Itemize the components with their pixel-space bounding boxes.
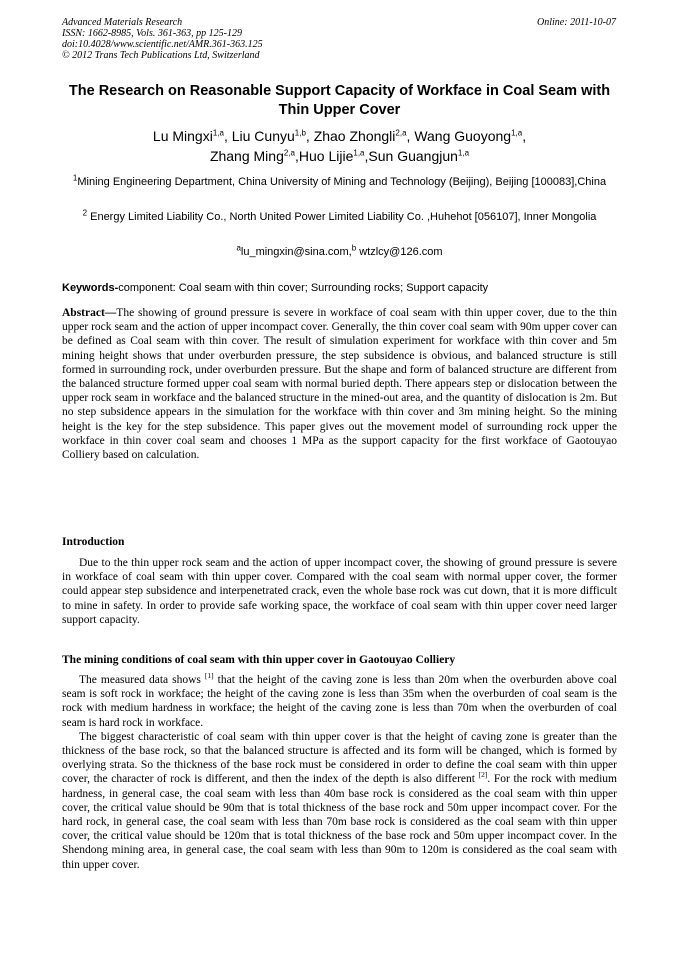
author-list: Lu Mingxi$^{1,a}$, Liu Cunyu$^{1,b}$, Zhao Zhongli$^{2,a}$, Wang Guoyong$^{1,a}$, Zhang Ming$^{2,a}$,Huo Lijie$^{1,a}$,Sun Guangjun$^{1,a}$ — [152, 128, 527, 164]
email-address[interactable]: wtzlcy@126.com — [359, 246, 443, 258]
online-date: Online: 2011-10-07 — [537, 17, 616, 28]
email-mark: b — [351, 243, 357, 253]
section-heading-introduction: Introduction — [62, 536, 125, 548]
abstract-text: The showing of ground pressure is severe in workface of coal seam with thin upper cover, due to the thin upper rock seam and the action of upper incompact cover. Generally, the thin cover coal seam with 90m upper cover can be defined as Coal seam with thin cover. The result of simulation experiment for workface with thin cover and 5m mining height shows that under overburden pressure, the step subsidence is obvious, and balanced structure is still formed in surrounding rock, under overburden pressure. But the shape and form of balanced structure are different from the balanced structure formed upper coal seam with normal buried depth. There appears step or dislocation between the upper rock seam in workface and the balanced structure in the mined-out area, and the quantity of dislocation is 2m. But no step subsidence appears in the simulation for the workface with thin cover and 3m mining height. So the mining height is the key for the step subsidence. This paper gives out the movement model of surrounding rock upper the workface in thin cover coal seam and chooses 1 MPa as the support capacity for the first workface of Gaotouyao Colliery based on calculation. — [62, 307, 617, 462]
paper-title: The Research on Reasonable Support Capacity of Workface in Coal Seam with Thin Upper Cover — [68, 83, 611, 118]
author-affiliation-mark: 2,a — [283, 148, 295, 158]
author-affiliation-mark: 1,a — [353, 148, 365, 158]
abstract-label: Abstract— — [62, 307, 117, 319]
introduction-section — [62, 556, 617, 627]
author-name: Zhang Ming — [209, 148, 284, 164]
email-mark: a — [236, 243, 241, 253]
author-affiliation-mark: 1,a — [212, 128, 224, 138]
author-name: Sun Guangjun — [368, 148, 458, 164]
author-emails — [62, 245, 617, 260]
author-affiliation-mark: 2,a — [395, 128, 407, 138]
journal-doi: doi:10.4028/www.scientific.net/AMR.361-363.125 — [62, 39, 263, 50]
keywords — [62, 281, 617, 295]
author-affiliation-mark: 1,a — [511, 128, 523, 138]
paragraph — [62, 730, 617, 872]
paragraph — [62, 673, 617, 730]
paragraph-text: that the height of the caving zone is less than 20m when the overburden above coal seam is soft rock in workface; the height of the caving zone is less than 35m when the overburden of coal seam is the rock with medium hardness in workface; the height of the caving zone is less than 70m when the overburden of coal seam is hard rock in workface. — [62, 674, 617, 729]
citation-ref[interactable]: [1] — [204, 671, 214, 681]
journal-name: Advanced Materials Research — [62, 17, 183, 28]
citation-ref[interactable]: [2] — [478, 770, 488, 780]
journal-header — [62, 17, 382, 61]
affiliation-mark: 1 — [72, 173, 78, 183]
affiliation-text: Mining Engineering Department, China University of Mining and Technology (Beijing), Beijing [100083],China — [77, 176, 607, 188]
keywords-text: component: Coal seam with thin cover; Surrounding rocks; Support capacity — [118, 282, 489, 294]
journal-issn: ISSN: 1662-8985, Vols. 361-363, pp 125-129 — [62, 28, 242, 39]
author-affiliation-mark: 1,a — [457, 148, 470, 158]
section-heading-mining-conditions: The mining conditions of coal seam with thin upper cover in Gaotouyao Colliery — [62, 654, 456, 666]
author-name: Wang Guoyong — [414, 128, 512, 144]
paragraph-text: The measured data shows — [79, 674, 201, 686]
author-name: Zhao Zhongli — [313, 128, 396, 144]
affiliation-mark: 2 — [82, 208, 88, 218]
affiliation-text: Energy Limited Liability Co., North United Power Limited Liability Co. ,Huhehot [056107], Inner Mongolia — [90, 211, 597, 223]
mining-conditions-section — [62, 673, 617, 872]
affiliation-1 — [62, 175, 617, 190]
paragraph: Due to the thin upper rock seam and the action of upper incompact cover, the showing of ground pressure is severe in workface of coal seam with thin upper cover. Compared with the coal seam with normal upper cover, the former could appear step subsidence and interpenetrated crack, even the whole base rock was cut down, that it is more difficult to mine in safety. In order to provide safe working space, the workface of coal seam with thin upper cover need larger support capacity. — [62, 557, 617, 626]
paragraph-text: The biggest characteristic of coal seam with thin upper cover is that the height of caving zone is greater than the thickness of the base rock, so that the balanced structure is affected and its form will be changed, which is formed by overlying strata. So the thickness of the base rock must be considered in order to define the coal seam with thin upper cover, the character of rock is different, and then the index of the depth is also different — [62, 730, 617, 786]
affiliation-2 — [62, 210, 617, 225]
author-affiliation-mark: 1,b — [294, 128, 306, 138]
author-name: Huo Lijie — [298, 148, 354, 164]
journal-copyright: © 2012 Trans Tech Publications Ltd, Switzerland — [62, 50, 260, 61]
author-name: Lu Mingxi — [152, 128, 213, 144]
author-name: Liu Cunyu — [231, 128, 295, 144]
abstract — [62, 306, 617, 462]
paragraph-text: . For the rock with medium hardness, in general case, the coal seam with less than 40m base rock is considered as the coal seam with thin upper cover, the critical value should be 90m that is total thickness of the base rock and 50m upper incompact cover. For the hard rock, in general case, the coal seam with less than 70m base rock is considered as the coal seam with thin upper cover, the critical value should be 120m that is total thickness of the base rock and 50m upper incompact cover. In the Shendong mining area, in general case, the coal seam with less than 90m to 120m is considered as the coal seam with thin upper cover. — [62, 773, 617, 871]
keywords-label: Keywords- — [62, 282, 119, 294]
email-address[interactable]: lu_mingxin@sina.com, — [240, 246, 352, 258]
